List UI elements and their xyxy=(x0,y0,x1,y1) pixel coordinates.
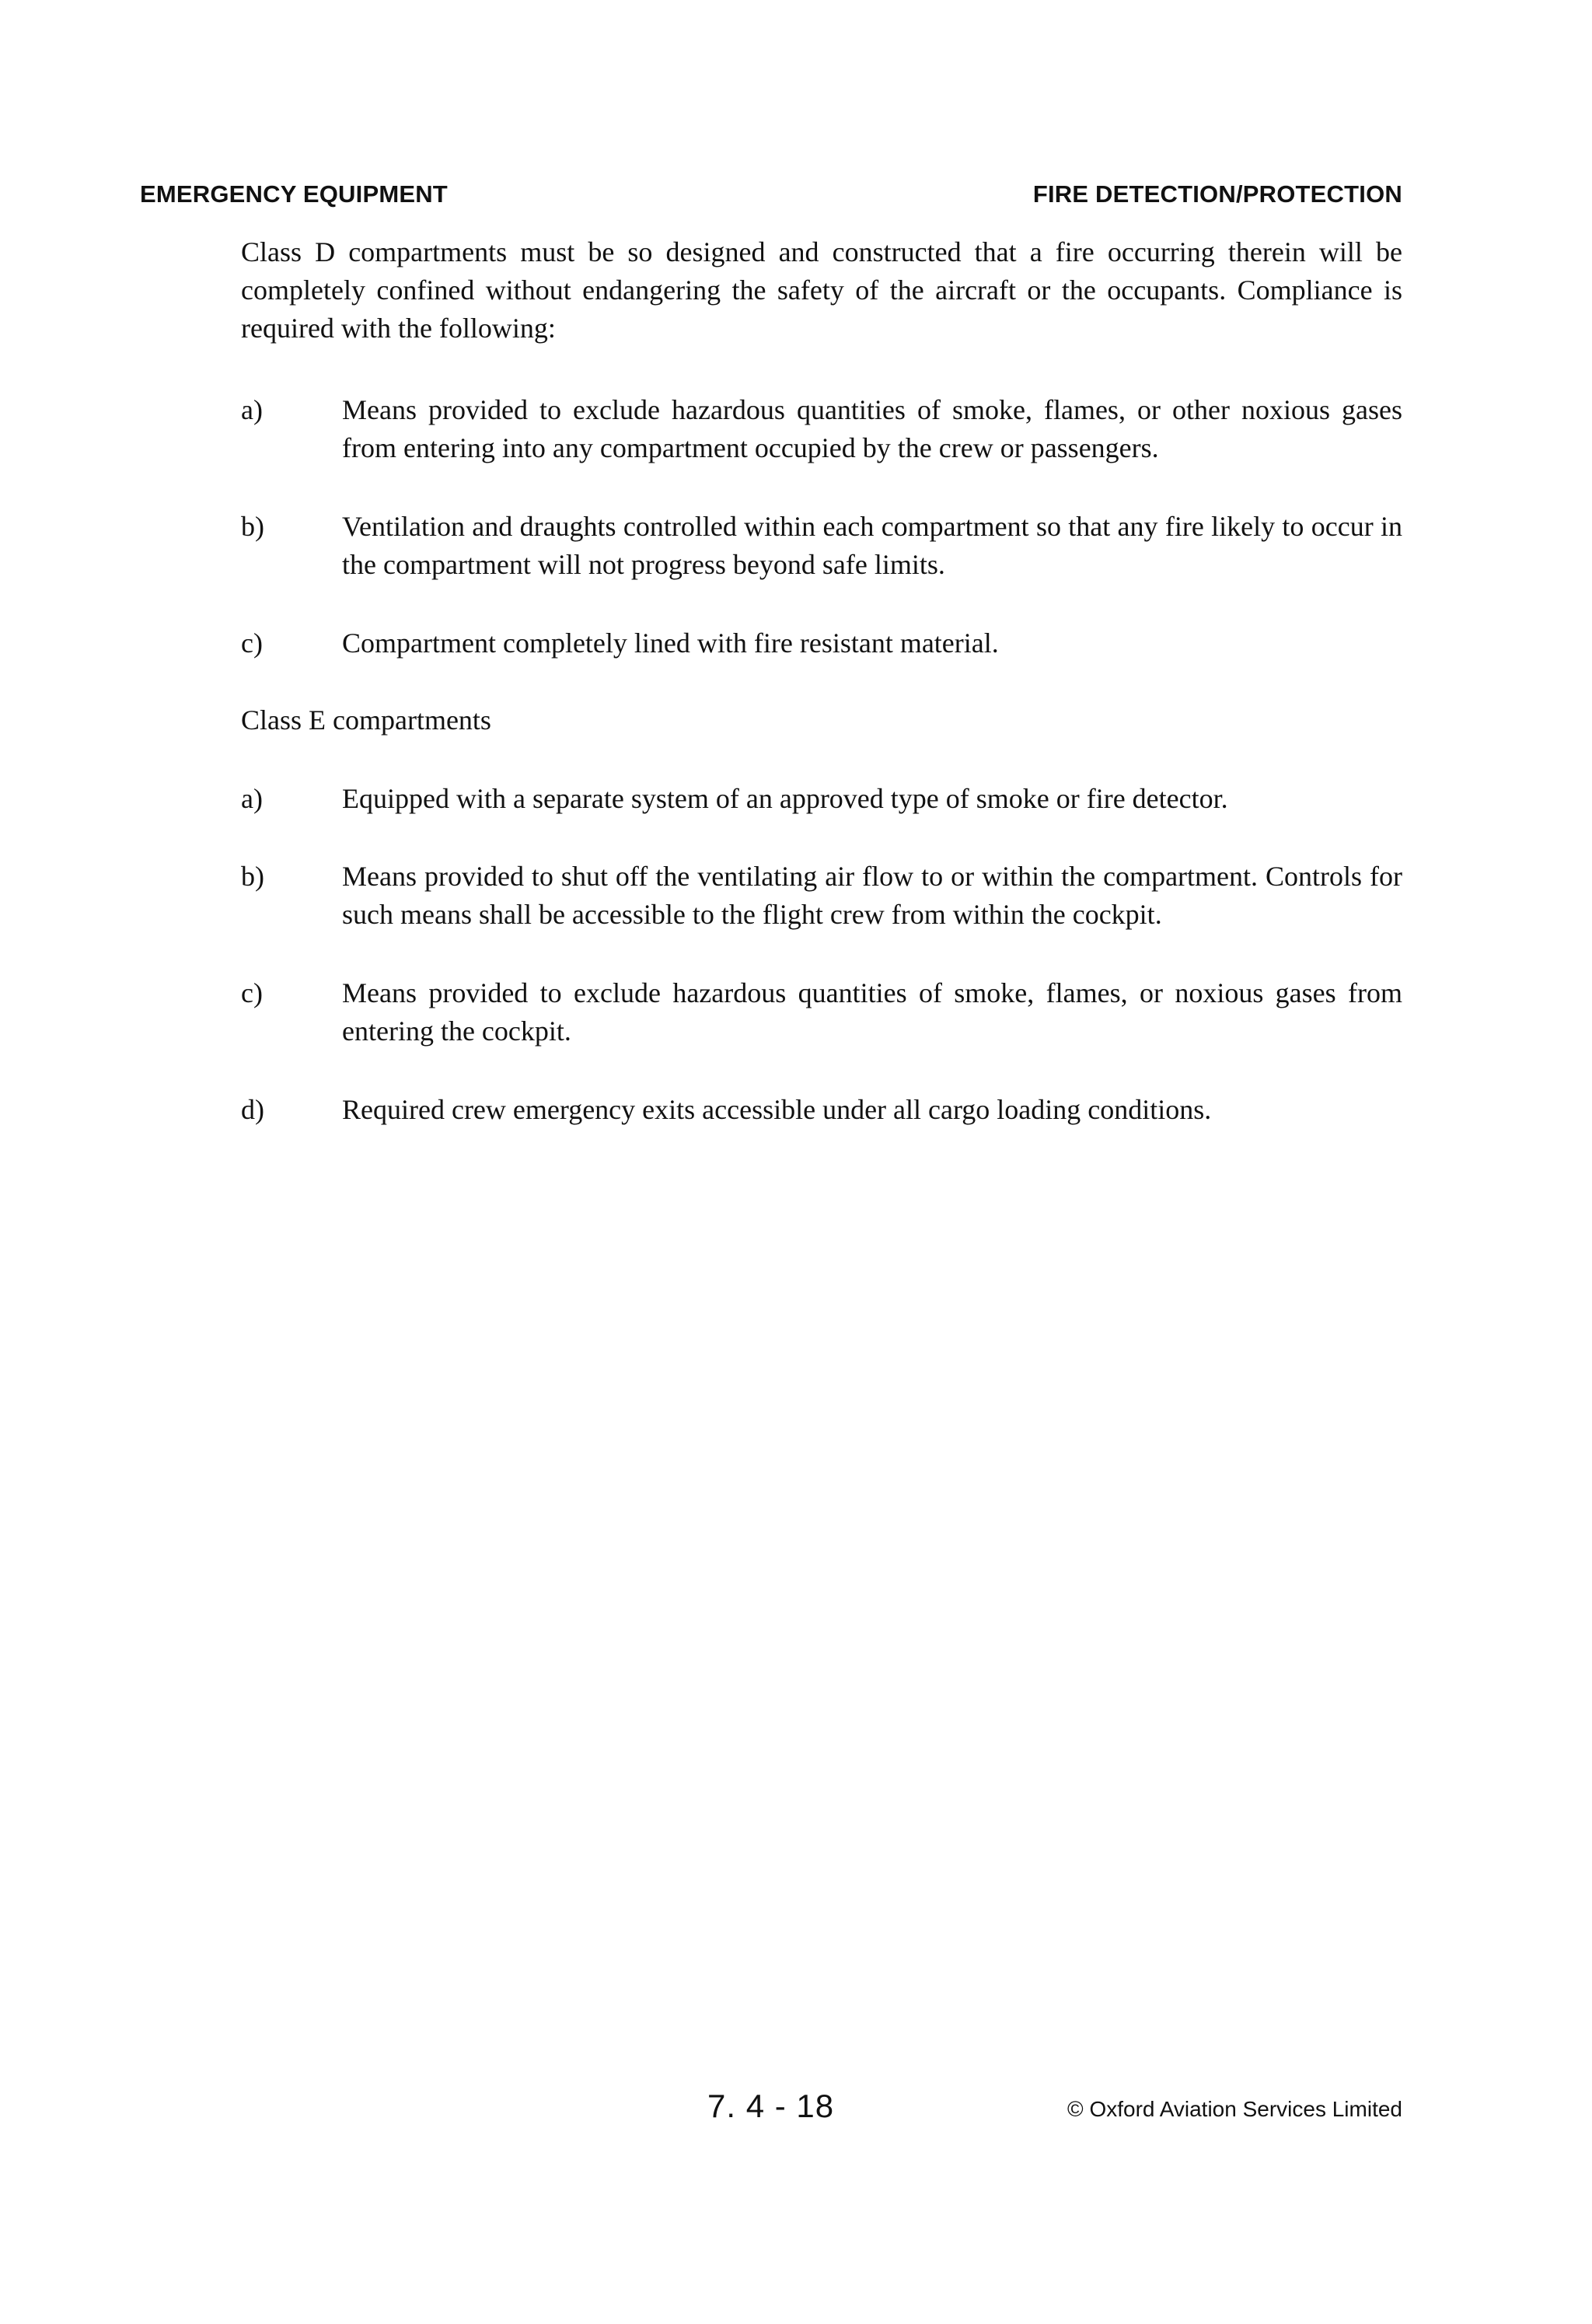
list-marker: c) xyxy=(241,627,263,659)
list-marker: b) xyxy=(241,861,264,892)
list-item-text: Equipped with a separate system of an approved type of smoke or fire detector. xyxy=(342,783,1228,814)
list-item-text: Means provided to shut off the ventilating air flow to or within the compartment. Controls for such means shall be accessible to the flight crew from within the cockpit. xyxy=(342,861,1402,930)
page-number: 7. 4 - 18 xyxy=(707,2088,835,2124)
list-marker: a) xyxy=(241,783,263,814)
list-item-text: Means provided to exclude hazardous quantities of smoke, flames, or other noxious gases from entering into any compartment occupied by the crew or passengers. xyxy=(342,394,1402,463)
list-item-text: Compartment completely lined with fire resistant material. xyxy=(342,627,999,659)
list-item-text: Ventilation and draughts controlled within each compartment so that any fire likely to occur in the compartment will not progress beyond safe limits. xyxy=(342,511,1402,580)
page-header xyxy=(140,180,1402,219)
copyright-notice: © Oxford Aviation Services Limited xyxy=(1067,2097,1402,2121)
list-marker: a) xyxy=(241,394,263,425)
section-title: FIRE DETECTION/PROTECTION xyxy=(1032,180,1402,208)
class-d-intro: Class D compartments must be so designed and constructed that a fire occurring therein will be completely confined without endangering the safety of the aircraft or the occupants. Compliance is required with the following: xyxy=(241,236,1402,344)
list-marker: c) xyxy=(241,977,263,1008)
list-marker: b) xyxy=(241,511,264,542)
class-e-heading: Class E compartments xyxy=(241,704,491,736)
list-item-text: Required crew emergency exits accessible under all cargo loading conditions. xyxy=(342,1094,1212,1125)
chapter-title: EMERGENCY EQUIPMENT xyxy=(140,180,448,208)
list-item-text: Means provided to exclude hazardous quantities of smoke, flames, or noxious gases from entering the cockpit. xyxy=(342,977,1402,1047)
list-marker: d) xyxy=(241,1094,264,1125)
